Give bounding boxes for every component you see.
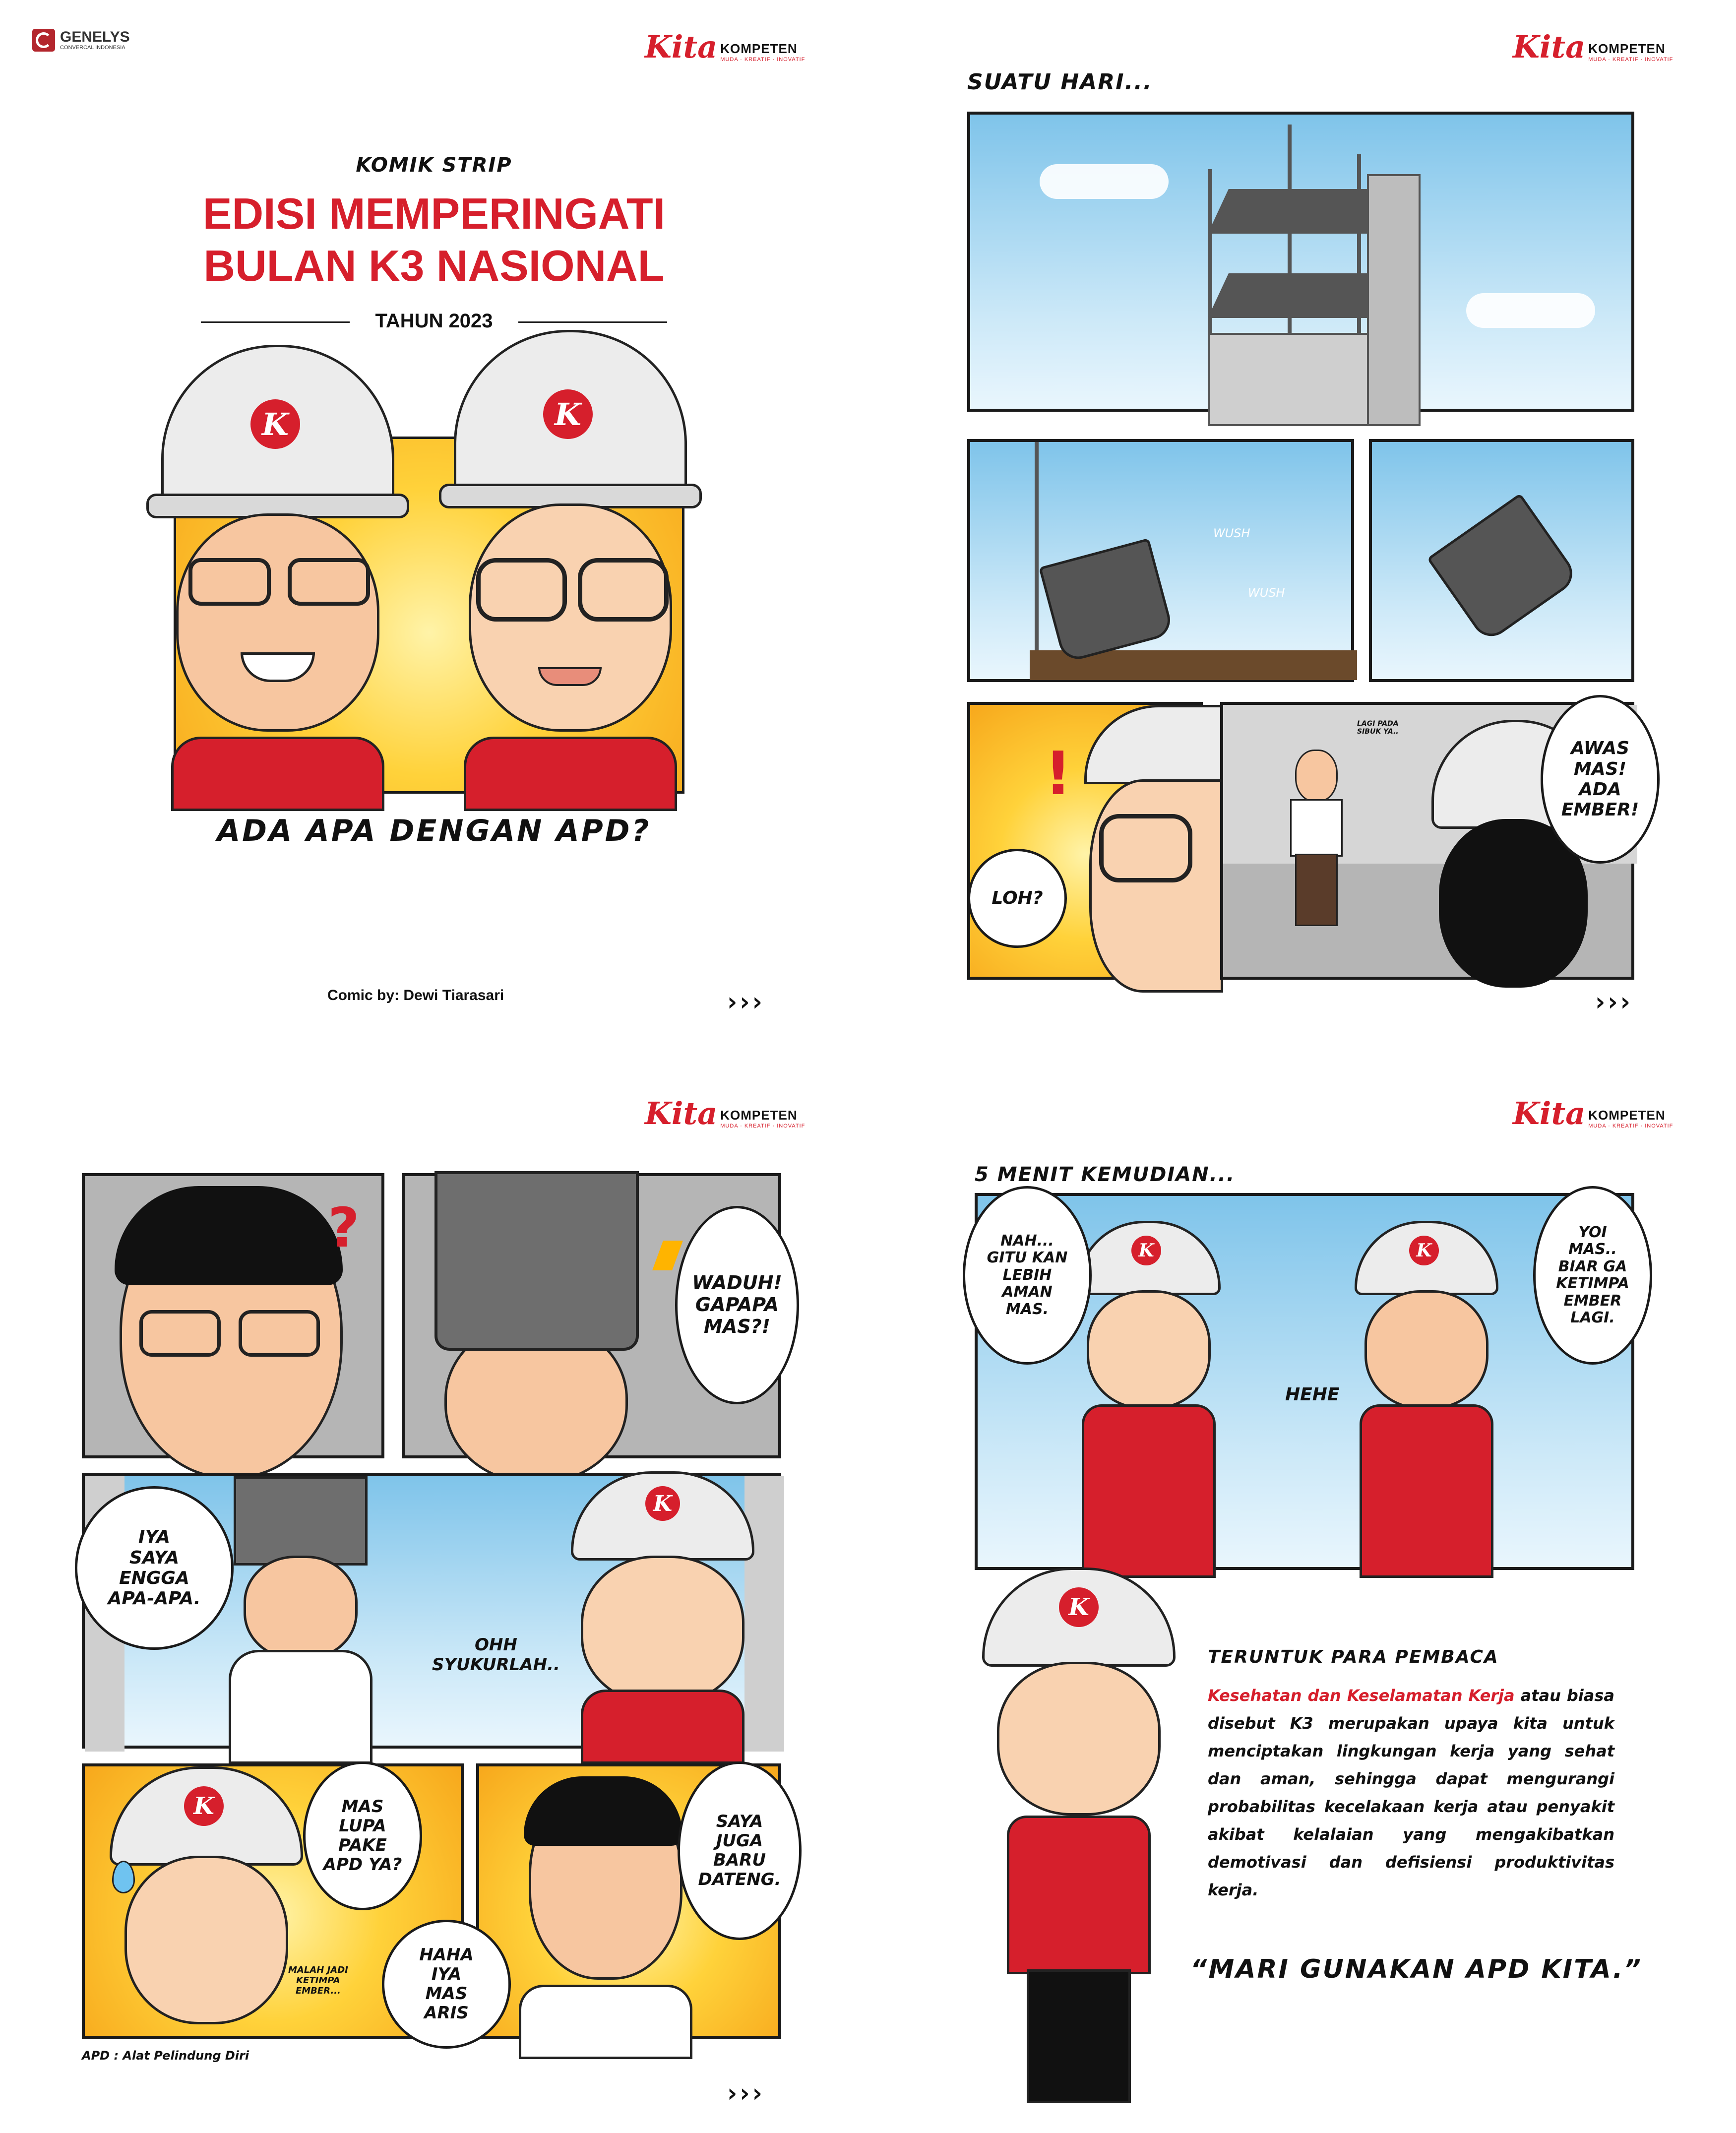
kompeten-tagline-3: MUDA · KREATIF · INOVATIF [720,1123,806,1129]
caption-suatu-hari: SUATU HARI... [967,69,1153,95]
building-structure [1208,125,1417,417]
next-page-arrows[interactable]: ››› [724,987,762,1017]
worker-right [1350,1221,1498,1573]
panel-baru-dateng [476,1763,781,2039]
caption-5-menit: 5 MENIT KEMUDIAN... [975,1163,1236,1186]
helmet-logo-icon: K [250,399,300,449]
panel-building [967,112,1634,412]
bubble-loh: LOH? [968,849,1067,948]
kita-text-3: Kita [645,1095,718,1131]
cover-year: TAHUN 2023 [375,310,493,332]
message-highlight: Kesehatan dan Keselamatan Kerja [1208,1686,1515,1705]
bucket-icon [1039,538,1175,664]
bubble-awas: AWAS MAS! ADA EMBER! [1541,695,1660,864]
kita-kompeten-logo-4 [1513,1095,1674,1131]
year-rule-left [201,321,350,323]
standing-character [977,1568,1176,2113]
cover-page [0,0,868,1066]
helmet-logo-icon-5: K [1131,1236,1161,1265]
message-quote: “MARI GUNAKAN APD KITA.” [1190,1954,1642,1984]
impact-icon [652,1241,683,1270]
panel-falling-bucket [1369,439,1634,682]
cover-title-1: EDISI MEMPERINGATI [202,189,666,238]
message-body [1208,1682,1614,1904]
kita-text-2: Kita [1513,29,1586,65]
message-text: atau biasa disebut K3 merupakan upaya kita untuk menciptakan lingkungan kerja yang sehat dan aman, sehingga dapat mengurangi probabilitas kecelakaan kerja atau penyakit akibat kelalaian yang mengakibatkan demotivasi dan defisiensi produktivitas kerja. [1208,1686,1615,1899]
panel-syukurlah [82,1473,781,1749]
kompeten-tagline-2: MUDA · KREATIF · INOVATIF [1588,57,1674,63]
panel-warning [1220,702,1639,980]
small-text-sibuk: LAGI PADA SIBUK YA.. [1357,720,1399,736]
genelys-sub: CONVERCAL INDONESIA [60,45,125,51]
standing-worker [1288,750,1342,928]
scaffold-pole [1035,442,1039,650]
kompeten-text-2: KOMPETEN [1588,41,1666,56]
exclamation-mark: ! [1045,740,1072,809]
cover-title-2: BULAN K3 NASIONAL [203,241,665,290]
worker-with-bucket [224,1476,372,1754]
worker-helmet-right [561,1471,759,1754]
kita-kompeten-logo [645,29,806,65]
genelys-icon [32,29,55,52]
text-ohh: OHH SYUKURLAH.. [432,1635,560,1675]
panel-surprised [967,702,1203,980]
falling-bucket-icon [1427,493,1580,644]
panel-helmets-on [975,1193,1634,1570]
bubble-lupa: MAS LUPA PAKE APD YA? [303,1761,422,1910]
genelys-name: GENELYS [60,29,130,45]
small-text-malah: MALAH JADI KETIMPA EMBER... [288,1965,348,1996]
helmet-logo-icon-2: K [543,389,593,439]
panel-confused [82,1173,384,1458]
panel-bucket-wush [967,439,1354,682]
helmet-logo-icon-3: K [645,1486,680,1521]
kompeten-text: KOMPETEN [720,41,798,56]
kompeten-text-4: KOMPETEN [1588,1108,1666,1123]
bubble-iya: IYA SAYA ENGGA APA-APA. [75,1486,234,1650]
question-mark: ? [328,1196,360,1259]
sfx-wush-2: WUSH [1248,586,1285,600]
cover-subtitle: ADA APA DENGAN APD? [217,814,651,848]
cover-credit: Comic by: Dewi Tiarasari [327,987,504,1004]
kompeten-text-3: KOMPETEN [720,1108,798,1123]
helmet-logo-icon-4: K [184,1786,224,1826]
character-partner [439,330,697,801]
cloud-right [1466,293,1595,328]
page-suatu-hari [868,0,1736,1066]
bubble-haha: HAHA IYA MAS ARIS [382,1920,511,2049]
cover-kicker: KOMIK STRIP [356,154,512,177]
message-heading: TERUNTUK PARA PEMBACA [1208,1647,1499,1667]
year-rule-right [518,321,667,323]
worker-sweating [110,1766,303,2044]
page-kemudian [868,1066,1736,2133]
character-aris [146,345,404,801]
helmet-logo-icon-7: K [1059,1587,1099,1627]
page-ember [0,1066,868,2133]
helmet-logo-icon-6: K [1409,1236,1439,1265]
footnote-apd: APD : Alat Pelindung Diri [82,2049,249,2063]
text-hehe: HEHE [1285,1384,1340,1405]
sfx-wush-1: WUSH [1213,526,1250,540]
cover-illustration-panel [174,396,684,794]
genelys-logo [32,29,130,52]
bubble-saya: SAYA JUGA BARU DATENG. [678,1761,802,1940]
worker-laughing [519,1776,687,2054]
kompeten-tagline-4: MUDA · KREATIF · INOVATIF [1588,1123,1674,1129]
kompeten-tagline: MUDA · KREATIF · INOVATIF [720,57,806,63]
kita-kompeten-logo-3 [645,1095,806,1131]
next-page-arrows-3[interactable]: ››› [724,2078,762,2108]
kita-text: Kita [645,29,718,65]
worker-left [1072,1221,1221,1573]
bubble-nah: NAH... GITU KAN LEBIH AMAN MAS. [963,1186,1092,1365]
bucket-on-head-icon [434,1171,639,1351]
kita-text-4: Kita [1513,1095,1586,1131]
bubble-waduh: WADUH! GAPAPA MAS?! [675,1206,799,1404]
panel-bucket-head [402,1173,781,1458]
cloud-left [1040,164,1169,199]
next-page-arrows-2[interactable]: ››› [1592,987,1630,1017]
bubble-yoi: YOI MAS.. BIAR GA KETIMPA EMBER LAGI. [1533,1186,1652,1365]
kita-kompeten-logo-2 [1513,29,1674,65]
